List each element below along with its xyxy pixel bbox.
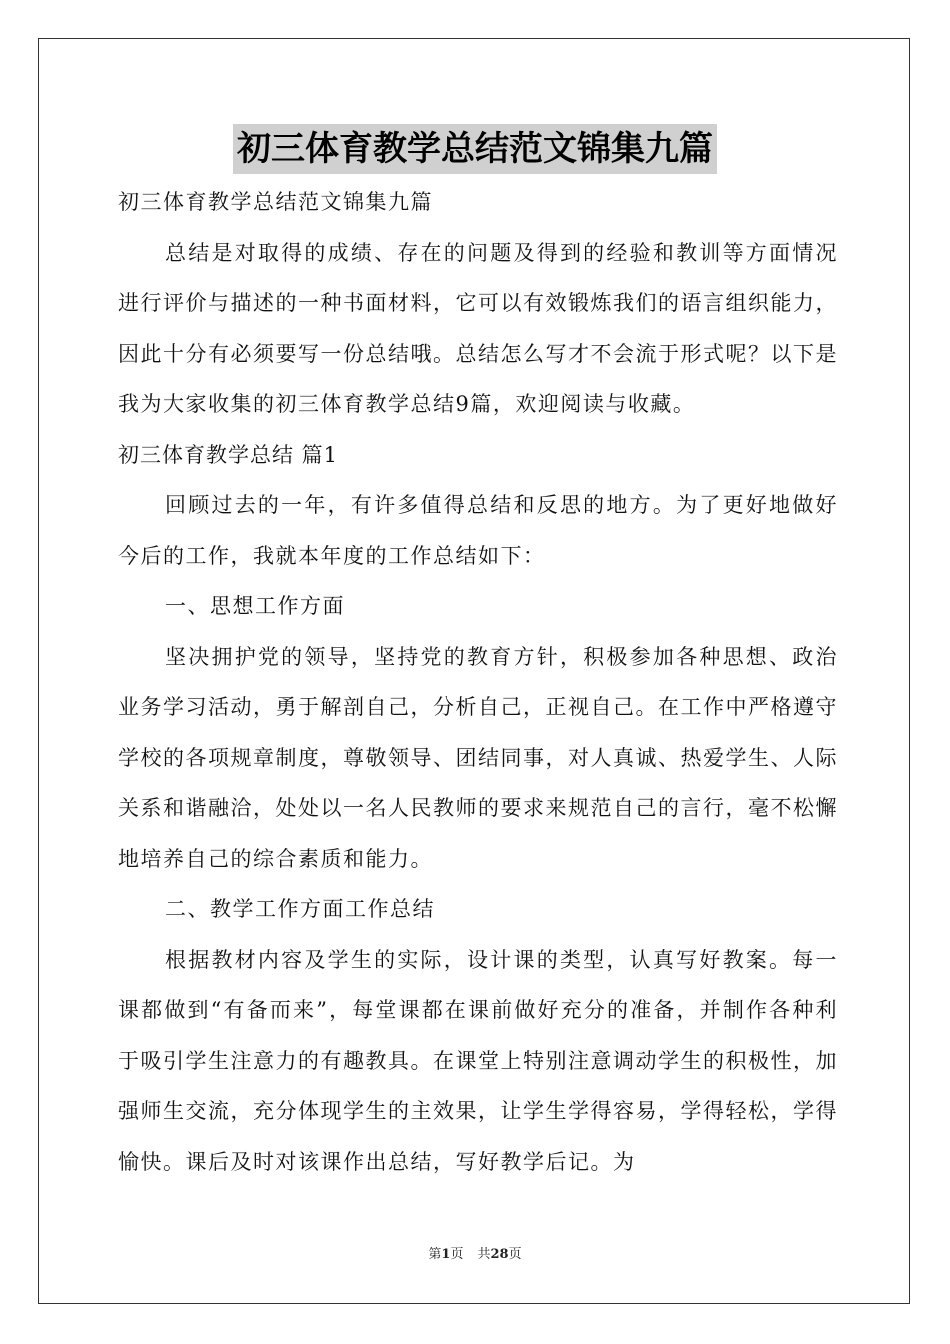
page-footer [0, 1246, 950, 1264]
section-heading-part1: 初三体育教学总结 篇1 [118, 442, 339, 467]
paragraph-teaching: 根据教材内容及学生的实际，设计课的类型，认真写好教案。每一课都做到“有备而来”，每堂课都在课前做好充分的准备，并制作各种利于吸引学生注意力的有趣教具。在课堂上特别注意调动学生的积极性，加强师生交流，充分体现学生的主效果，让学生学得容易，学得轻松，学得愉快。课后及时对该课作出总结，写好教学后记。为 [118, 947, 838, 1174]
subheading-teaching: 二、教学工作方面工作总结 [165, 897, 435, 921]
subheading-ideology: 一、思想工作方面 [165, 594, 345, 618]
page-prefix: 第 [428, 1247, 442, 1262]
document-subtitle: 初三体育教学总结范文锦集九篇 [118, 190, 433, 214]
paragraph-intro: 总结是对取得的成绩、存在的问题及得到的经验和教训等方面情况进行评价与描述的一种书面材料，它可以有效锻炼我们的语言组织能力，因此十分有必须要写一份总结哦。总结怎么写才不会流于形式呢？以下是我为大家收集的初三体育教学总结9篇，欢迎阅读与收藏。 [118, 240, 838, 416]
page-suffix: 页 [450, 1247, 464, 1262]
page-current: 1 [441, 1247, 451, 1262]
total-prefix: 共 [477, 1247, 491, 1262]
document-body [118, 177, 838, 1187]
page-total: 28 [490, 1247, 509, 1262]
total-suffix: 页 [508, 1247, 522, 1262]
paragraph-ideology: 坚决拥护党的领导，坚持党的教育方针，积极参加各种思想、政治业务学习活动，勇于解剖自己，分析自己，正视自己。在工作中严格遵守学校的各项规章制度，尊敬领导、团结同事，对人真诚、热爱学生、人际关系和谐融洽，处处以一名人民教师的要求来规范自己的言行，毫不松懈地培养自己的综合素质和能力。 [118, 644, 838, 871]
document-title: 初三体育教学总结范文锦集九篇 [233, 124, 717, 174]
paragraph-review: 回顾过去的一年，有许多值得总结和反思的地方。为了更好地做好今后的工作，我就本年度的工作总结如下： [118, 493, 838, 568]
title-container [0, 124, 950, 174]
